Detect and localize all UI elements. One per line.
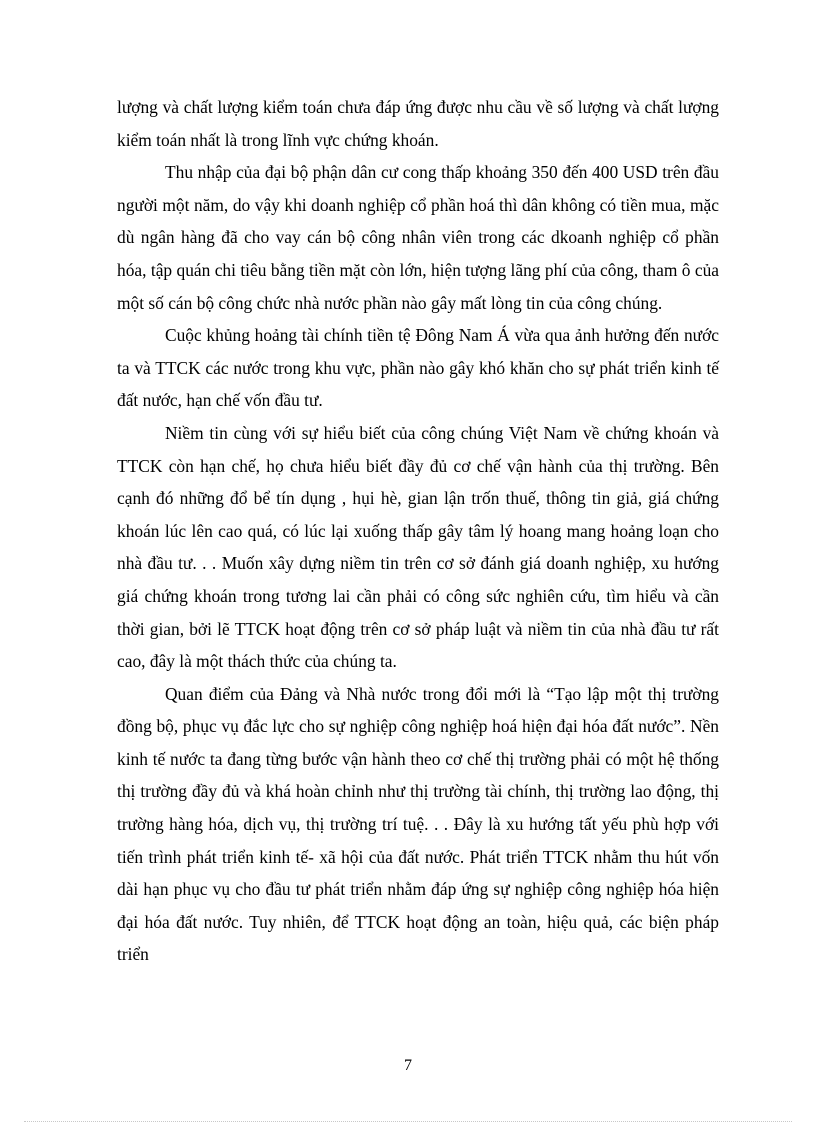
paragraph-financial-crisis: Cuộc khủng hoảng tài chính tiền tệ Đông Nam Á vừa qua ảnh hưởng đến nước ta và TTCK các nước trong khu vực, phần nào gây khó khăn cho sự phát triển kinh tế đất nước, hạn chế vốn đầu tư. [117,325,719,411]
paragraph-party-viewpoint: Quan điểm của Đảng và Nhà nước trong đổi mới là “Tạo lập một thị trường đồng bộ, phục vụ đắc lực cho sự nghiệp công nghiệp hoá hiện đại hóa đất nước”. Nền kinh tế nước ta đang từng bước vận hành theo cơ chế thị trường phải có một hệ thống thị trường đầy đủ và khá hoàn chỉnh như thị trường tài chính, thị trường lao động, thị trường hàng hóa, dịch vụ, thị trường trí tuệ. . . Đây là xu hướng tất yếu phù hợp với tiến trình phát triển kinh tế- xã hội của đất nước. Phát triển TTCK nhằm thu hút vốn dài hạn phục vụ cho đầu tư phát triển nhằm đáp ứng sự nghiệp công nghiệp hóa hiện đại hóa đất nước. Tuy nhiên, để TTCK hoạt động an toàn, hiệu quả, các biện pháp triển [117,683,719,965]
paragraph-continued: lượng và chất lượng kiểm toán chưa đáp ứng được nhu cầu về số lượng và chất lượng kiểm toán nhất là trong lĩnh vực chứng khoán. [117,97,719,150]
page-number: 7 [404,1057,412,1074]
paragraph-public-trust: Niềm tin cùng với sự hiểu biết của công chúng Việt Nam về chứng khoán và TTCK còn hạn chế, họ chưa hiểu biết đầy đủ cơ chế vận hành của thị trường. Bên cạnh đó những đổ bể tín dụng , hụi hè, gian lận trốn thuế, thông tin giả, giá chứng khoán lúc lên cao quá, có lúc lại xuống thấp gây tâm lý hoang mang hoảng loạn cho nhà đầu tư. . . Muốn xây dựng niềm tin trên cơ sở đánh giá doanh nghiệp, xu hướng giá chứng khoán trong tương lai cần phải có công sức nghiên cứu, tìm hiểu và cần thời gian, bởi lẽ TTCK hoạt động trên cơ sở pháp luật và niềm tin của nhà đầu tư rất cao, đây là một thách thức của chúng ta. [117,422,719,672]
document-body [117,91,719,971]
page-bottom-rule [24,1121,792,1122]
paragraph-income: Thu nhập của đại bộ phận dân cư cong thấp khoảng 350 đến 400 USD trên đầu người một năm, do vậy khi doanh nghiệp cổ phần hoá thì dân không có tiền mua, mặc dù ngân hàng đã cho vay cán bộ công nhân viên trong các dkoanh nghiệp cổ phần hóa, tập quán chi tiêu bằng tiền mặt còn lớn, hiện tượng lãng phí của công, tham ô của một số cán bộ công chức nhà nước phần nào gây mất lòng tin của công chúng. [117,162,719,313]
